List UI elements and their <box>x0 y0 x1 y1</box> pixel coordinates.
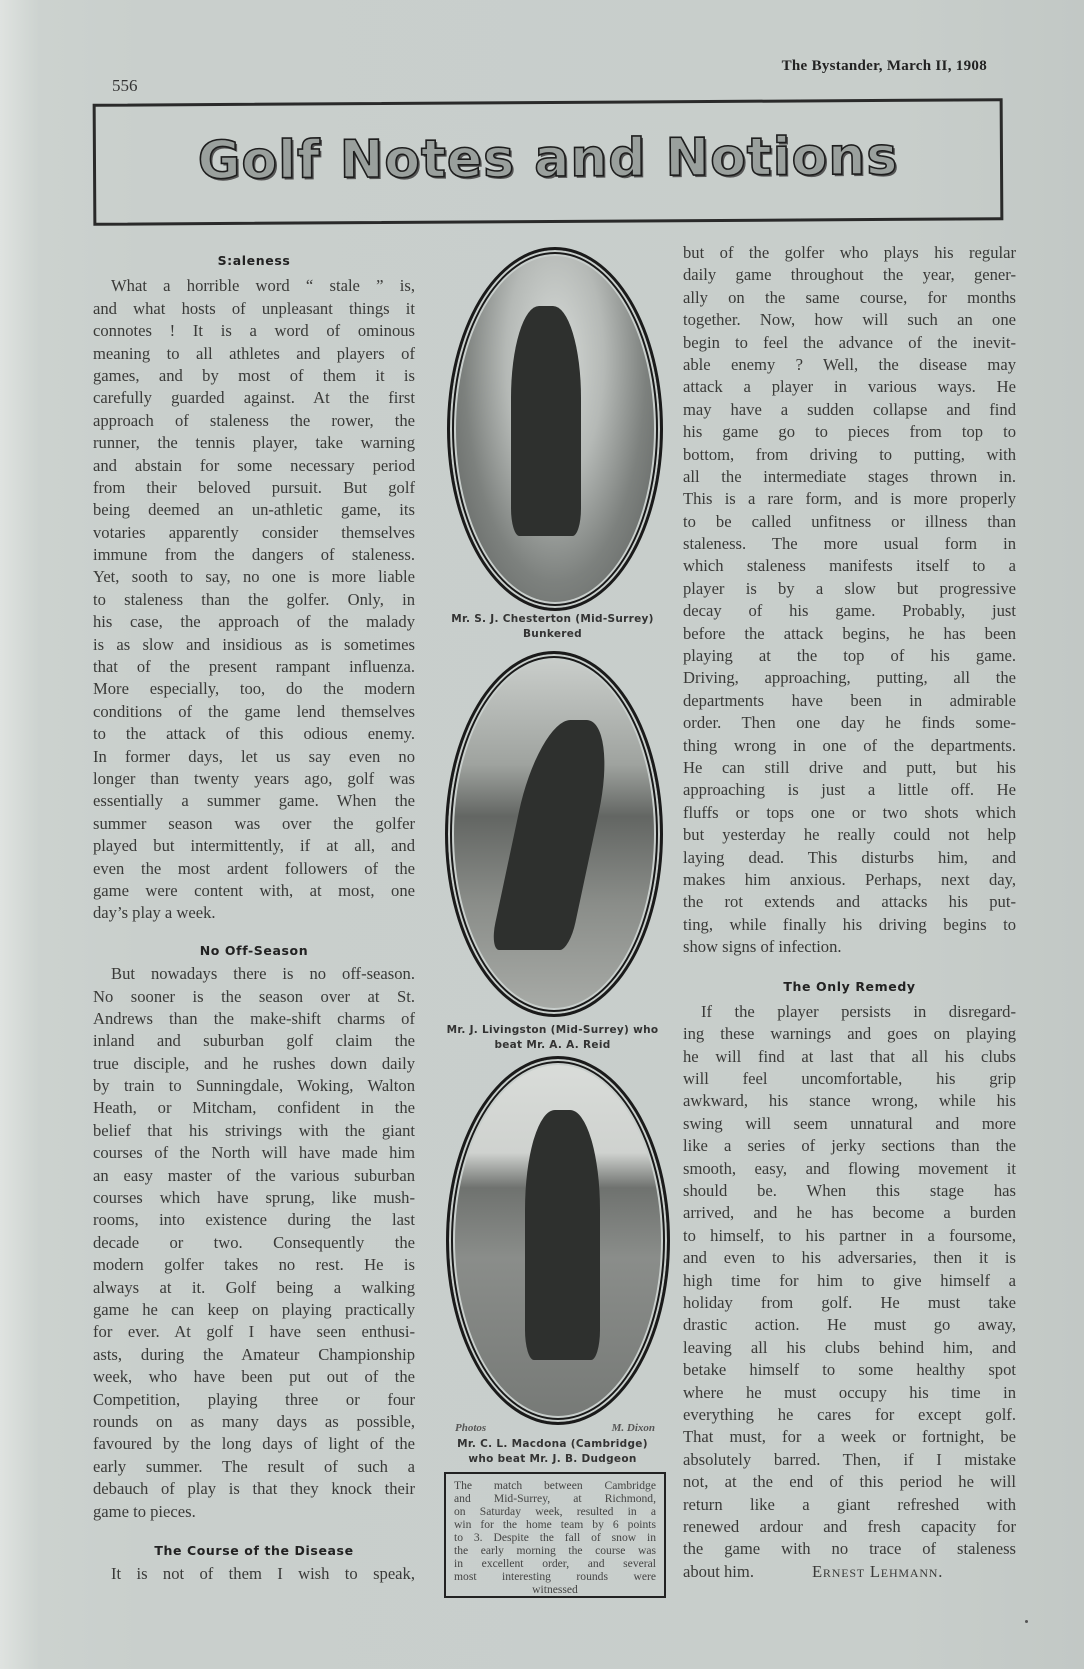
text-line: makes him anxious. Perhaps, next day, <box>683 869 1016 889</box>
text-line: drastic action. He must go away, <box>683 1315 1016 1335</box>
text-line: to staleness than the golfer. Only, in <box>93 589 415 609</box>
text-line: order. Then one day he finds some- <box>683 713 1016 733</box>
text-line: leaving all his clubs behind him, and <box>683 1337 1016 1357</box>
text-line: favoured by the long days of light of the <box>93 1434 415 1454</box>
text-line: and even to his adversaries, then it is <box>683 1248 1016 1268</box>
text-line: absolutely barred. Then, if I mistake <box>683 1449 1016 1469</box>
text-line: show signs of infection. <box>683 937 842 957</box>
notice-line: in excellent order, and several <box>454 1557 656 1570</box>
section-heading-staleness: S:aleness <box>217 253 291 268</box>
text-line: may have a sudden collapse and find <box>683 399 1016 419</box>
text-line: the game with no trace of staleness <box>683 1539 1016 1559</box>
text-line: where he must occupy his time in <box>683 1382 1016 1402</box>
text-line: longer than twenty years ago, golf was <box>93 769 415 788</box>
text-line: courses of the North will have made him <box>93 1143 415 1163</box>
photo-macdona <box>455 1065 661 1416</box>
text-line: ally on the same course, for months <box>683 287 1016 307</box>
text-line: No sooner is the season over at St. <box>93 986 415 1006</box>
text-line: for ever. At golf I have seen enthusi- <box>93 1322 415 1342</box>
text-line: awkward, his stance wrong, while his <box>683 1091 1016 1111</box>
text-line: If the player persists in disregard- <box>701 1001 1016 1021</box>
text-line: betake himself to some healthy spot <box>683 1360 1016 1380</box>
section-body-continued <box>683 242 1016 959</box>
text-line: not, at the end of this period he will <box>683 1472 1016 1492</box>
section-heading-only-remedy: The Only Remedy <box>783 978 916 994</box>
section-body-course-of-disease <box>93 1563 415 1585</box>
text-line: is as slow and insidious as is sometimes <box>93 634 415 654</box>
text-line: and what hosts of unpleasant things it <box>93 298 415 318</box>
text-line: early summer. The result of such a <box>93 1456 415 1476</box>
text-line: courses which have sprung, like mush- <box>93 1188 415 1208</box>
text-line: runner, the tennis player, take warning <box>93 433 415 453</box>
text-line: renewed ardour and fresh capacity for <box>683 1516 1016 1536</box>
notice-line: on Saturday week, resulted in a <box>454 1505 656 1518</box>
text-line: week, who have been put out of the <box>93 1367 415 1387</box>
text-line: But nowadays there is no off-season. <box>111 964 415 984</box>
notice-line: The match between Cambridge <box>454 1479 656 1492</box>
text-line: like a series of jerky sections than the <box>683 1136 1016 1156</box>
text-line: Andrews than the make-shift charms of <box>93 1008 415 1028</box>
text-line: which staleness manifests itself to a <box>683 556 1016 576</box>
text-line: he will find at last that all his clubs <box>683 1046 1016 1066</box>
text-line: He can still drive and putt, but his <box>683 757 1016 777</box>
text-line: together. Now, how will such an one <box>683 310 1016 330</box>
running-header: The Bystander, March II, 1908 <box>781 58 987 74</box>
text-line: modern golfer takes no rest. He is <box>93 1255 415 1275</box>
text-line: ing these warnings and goes on playing <box>683 1024 1016 1044</box>
text-line: More especially, too, do the modern <box>93 679 415 699</box>
text-line: rooms, into existence during the last <box>93 1210 415 1230</box>
text-line: game to pieces. <box>93 1501 196 1521</box>
golfer-figure <box>525 1110 600 1360</box>
photo-caption-macdona: Mr. C. L. Macdona (Cambridge) who beat Mr. J. B. Dudgeon <box>457 1438 648 1465</box>
print-speck <box>1025 1620 1028 1623</box>
text-line: will feel uncomfortable, his grip <box>683 1069 1016 1089</box>
photo-oval-macdona <box>446 1056 670 1425</box>
notice-line: most interesting rounds were <box>454 1570 656 1583</box>
text-line: true disciple, and he rushes down daily <box>93 1053 415 1073</box>
notice-line: win for the home team by 6 points <box>454 1518 656 1531</box>
text-line: debauch of play is that they knock their <box>93 1479 415 1499</box>
text-line: Competition, playing three or four <box>93 1389 415 1409</box>
text-line: It is not of them I wish to speak, <box>111 1564 415 1584</box>
text-line: votaries apparently consider themselves <box>93 522 415 542</box>
text-line: This is a rare form, and is more properly <box>683 489 1016 509</box>
text-line: What a horrible word “ stale ” is, <box>111 276 415 296</box>
match-notice-box <box>444 1472 666 1598</box>
text-line: staleness. The more usual form in <box>683 534 1016 554</box>
text-line: immune from the dangers of staleness. <box>93 545 415 565</box>
text-line: to be called unfitness or illness than <box>683 511 1016 531</box>
text-line: ting, while finally his driving begins to <box>683 914 1016 934</box>
author-signature: Ernest Lehmann. <box>811 1561 944 1581</box>
text-line: decade or two. Consequently the <box>93 1232 415 1252</box>
text-line: departments have been in admirable <box>683 690 1016 710</box>
section-body-no-off-season <box>93 963 415 1523</box>
text-line: by train to Sunningdale, Woking, Walton <box>93 1076 415 1096</box>
photo-livingston <box>454 660 654 1008</box>
text-line: to himself, to his partner in a foursome, <box>683 1225 1016 1245</box>
section-heading-no-off-season: No Off-Season <box>199 942 309 958</box>
text-line: decay of his game. Probably, just <box>683 601 1016 621</box>
text-line: bottom, from driving to putting, with <box>683 444 1016 464</box>
title-box <box>93 98 1004 226</box>
text-line: asts, during the Amateur Championship <box>93 1344 415 1364</box>
text-line: but yesterday he really could not help <box>683 825 1016 845</box>
left-column <box>93 250 415 1586</box>
text-line: thing wrong in one of the departments. <box>683 735 1016 755</box>
text-line: That must, for a week or fortnight, be <box>683 1427 1016 1447</box>
golfer-figure <box>511 306 581 536</box>
section-heading-course-of-disease: The Course of the Disease <box>154 1542 354 1558</box>
text-line: games, and by most of them it is <box>93 365 415 385</box>
text-line: everything he cares for except golf. <box>683 1404 1016 1424</box>
text-line: essentially a summer game. When the <box>93 791 415 811</box>
text-line: being deemed an un-athletic game, its <box>93 500 415 520</box>
right-column <box>683 242 1016 1583</box>
text-line: swing will seem unnatural and more <box>683 1113 1016 1133</box>
page-number: 556 <box>112 76 138 95</box>
text-line: connotes ! It is a word of ominous <box>93 321 415 341</box>
notice-line: and Mid-Surrey, at Richmond, <box>454 1492 656 1505</box>
photo-oval-chesterton <box>447 247 663 611</box>
text-line: to the attack of this odious enemy. <box>93 724 415 744</box>
text-line: daily game throughout the year, gener- <box>683 265 1016 285</box>
text-line: fluffs or tops one or two shots which <box>683 802 1016 822</box>
notice-line: to 3. Despite the fall of snow in <box>454 1531 656 1544</box>
text-line: approach of staleness the rower, the <box>93 410 415 430</box>
text-line: playing at the top of his game. <box>683 646 1016 666</box>
text-line: even the most ardent followers of the <box>93 858 415 878</box>
text-line: his case, the approach of the malady <box>93 612 415 632</box>
text-line: all the intermediate stages thrown in. <box>683 466 1016 486</box>
text-line: approaching is just a little off. He <box>683 780 1016 800</box>
text-line: before the attack begins, he has been <box>683 623 1016 643</box>
text-line: from their beloved pursuit. But golf <box>93 477 415 497</box>
text-line: Heath, or Mitcham, confident in the <box>93 1098 415 1118</box>
page-title: Golf Notes and Notions <box>197 126 899 192</box>
text-line: holiday from golf. He must take <box>683 1292 1016 1312</box>
text-line: In former days, let us say even no <box>93 746 415 766</box>
text-line: but of the golfer who plays his regular <box>683 243 1016 262</box>
photo-oval-livingston <box>445 651 663 1017</box>
text-line: that of the present rampant influenza. <box>93 657 415 677</box>
text-line: summer season was over the golfer <box>93 813 415 833</box>
text-line: attack a player in various ways. He <box>683 377 1016 397</box>
text-line: meaning to all athletes and players of <box>93 343 415 363</box>
text-line: laying dead. This disturbs him, and <box>683 847 1016 867</box>
text-line: Yet, sooth to say, no one is more liable <box>93 567 415 587</box>
text-line: arrived, and he has become a burden <box>683 1203 1016 1223</box>
text-line: the rot extends and attacks his put- <box>683 892 1016 912</box>
text-line: should be. When this stage has <box>683 1181 1016 1201</box>
notice-line: witnessed <box>532 1583 578 1596</box>
photo-credit: Photos M. Dixon <box>455 1422 655 1434</box>
text-line: player is by a slow but progressive <box>683 578 1016 598</box>
text-line: an easy master of the various suburban <box>93 1165 415 1185</box>
golfer-figure <box>490 720 619 950</box>
text-line: return like a giant refreshed with <box>683 1494 1016 1514</box>
photo-caption-chesterton: Mr. S. J. Chesterton (Mid-Surrey) Bunkered <box>451 613 654 640</box>
text-line: belief that his strivings with the giant <box>93 1120 415 1140</box>
text-line: able enemy ? Well, the disease may <box>683 354 1016 374</box>
section-body-only-remedy <box>683 1001 1016 1561</box>
text-line: smooth, easy, and flowing movement it <box>683 1158 1016 1178</box>
photo-caption-livingston: Mr. J. Livingston (Mid-Surrey) who beat Mr. A. A. Reid <box>446 1024 659 1051</box>
closing-line: about him. Ernest Lehmann. <box>683 1561 1016 1583</box>
text-line: played but intermittently, if at all, and <box>93 836 415 856</box>
text-line: begin to feel the advance of the inevit- <box>683 332 1016 352</box>
section-body-staleness <box>93 275 415 924</box>
text-line: day’s play a week. <box>93 903 216 923</box>
text-line: his game go to pieces from top to <box>683 422 1016 442</box>
text-line: carefully guarded against. At the first <box>93 388 415 408</box>
text-line: game were content with, at most, one <box>93 880 415 900</box>
text-line: Driving, approaching, putting, all the <box>683 668 1016 688</box>
text-line: rounds on as many days as possible, <box>93 1411 415 1431</box>
text-line: and abstain for some necessary period <box>93 455 415 475</box>
text-line: conditions of the game lend themselves <box>93 701 415 721</box>
text-line: high time for him to give himself a <box>683 1270 1016 1290</box>
notice-line: the early morning the course was <box>454 1544 656 1557</box>
text-line: game he can keep on playing practically <box>93 1300 415 1319</box>
photo-chesterton <box>456 256 654 602</box>
text-line: always at it. Golf being a walking <box>93 1277 415 1297</box>
text-line: inland and suburban golf claim the <box>93 1031 415 1051</box>
